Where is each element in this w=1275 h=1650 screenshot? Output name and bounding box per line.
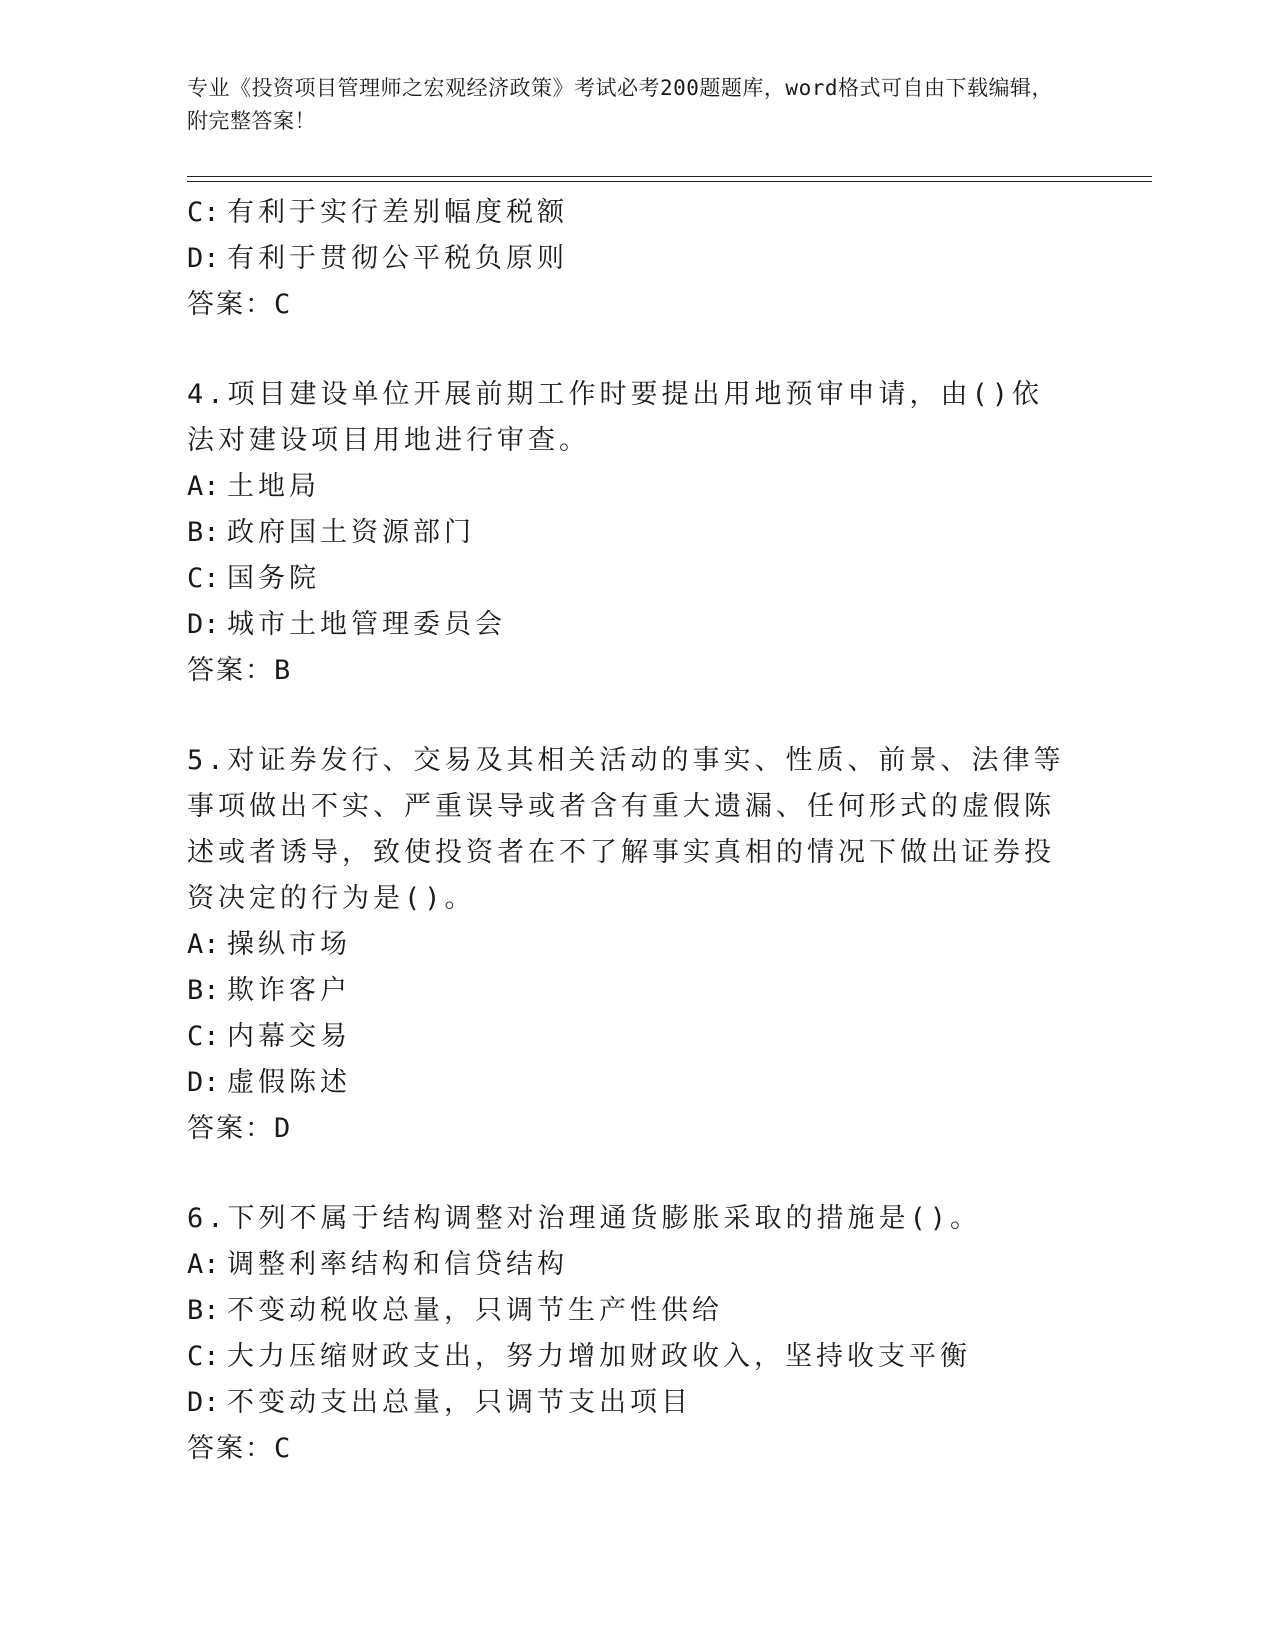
option-b	[187, 1288, 1067, 1334]
spacer	[187, 1152, 1067, 1196]
option-text: 有利于贯彻公平税负原则	[227, 243, 568, 274]
spacer	[187, 328, 1067, 372]
option-b	[187, 968, 1067, 1014]
option-text: 不变动支出总量，只调节支出项目	[227, 1387, 692, 1418]
option-text: 欺诈客户	[227, 975, 351, 1006]
option-label: D:	[187, 243, 220, 274]
option-label: A:	[187, 1249, 220, 1280]
option-text: 操纵市场	[227, 929, 351, 960]
option-c	[187, 556, 1067, 602]
header-rule-bottom	[187, 181, 1152, 182]
question-text: 6.下列不属于结构调整对治理通货膨胀采取的措施是()。	[187, 1203, 982, 1234]
option-text: 政府国土资源部门	[227, 517, 475, 548]
option-label: A:	[187, 929, 220, 960]
option-text: 城市土地管理委员会	[227, 609, 506, 640]
option-label: B:	[187, 975, 220, 1006]
option-d	[187, 1060, 1067, 1106]
option-label: D:	[187, 609, 220, 640]
option-label: C:	[187, 1021, 220, 1052]
option-text: 不变动税收总量，只调节生产性供给	[227, 1295, 723, 1326]
document-header: 专业《投资项目管理师之宏观经济政策》考试必考200题题库，word格式可自由下载编辑，附完整答案！	[187, 76, 1053, 133]
header-rule-top	[187, 176, 1152, 177]
option-text: 调整利率结构和信贷结构	[227, 1249, 568, 1280]
answer-line: 答案：D	[187, 1113, 293, 1144]
answer-line: 答案：C	[187, 289, 293, 320]
option-label: D:	[187, 1387, 220, 1418]
option-d	[187, 236, 1067, 282]
option-d	[187, 1380, 1067, 1426]
option-d	[187, 602, 1067, 648]
option-label: C:	[187, 563, 220, 594]
document-body	[187, 190, 1067, 1472]
option-c	[187, 1334, 1067, 1380]
answer-line: 答案：C	[187, 1433, 293, 1464]
answer-line: 答案：B	[187, 655, 293, 686]
option-text: 大力压缩财政支出，努力增加财政收入，坚持收支平衡	[227, 1341, 971, 1372]
question-text: 5.对证券发行、交易及其相关活动的事实、性质、前景、法律等事项做出不实、严重误导或者含有重大遗漏、任何形式的虚假陈述或者诱导，致使投资者在不了解事实真相的情况下做出证券投资决定的行为是()。	[187, 745, 1065, 914]
option-text: 虚假陈述	[227, 1067, 351, 1098]
option-a	[187, 922, 1067, 968]
option-label: C:	[187, 197, 220, 228]
option-label: C:	[187, 1341, 220, 1372]
question-text: 4.项目建设单位开展前期工作时要提出用地预审申请，由()依法对建设项目用地进行审查。	[187, 379, 1044, 456]
option-c	[187, 190, 1067, 236]
option-a	[187, 464, 1067, 510]
spacer	[187, 694, 1067, 738]
option-text: 国务院	[227, 563, 320, 594]
option-label: B:	[187, 1295, 220, 1326]
option-text: 内幕交易	[227, 1021, 351, 1052]
option-label: B:	[187, 517, 220, 548]
question-4	[187, 372, 1067, 694]
option-label: D:	[187, 1067, 220, 1098]
option-b	[187, 510, 1067, 556]
option-label: A:	[187, 471, 220, 502]
option-text: 有利于实行差别幅度税额	[227, 197, 568, 228]
question-6	[187, 1196, 1067, 1472]
option-c	[187, 1014, 1067, 1060]
question-5	[187, 738, 1067, 1152]
option-text: 土地局	[227, 471, 320, 502]
question-3-continuation	[187, 190, 1067, 328]
option-a	[187, 1242, 1067, 1288]
